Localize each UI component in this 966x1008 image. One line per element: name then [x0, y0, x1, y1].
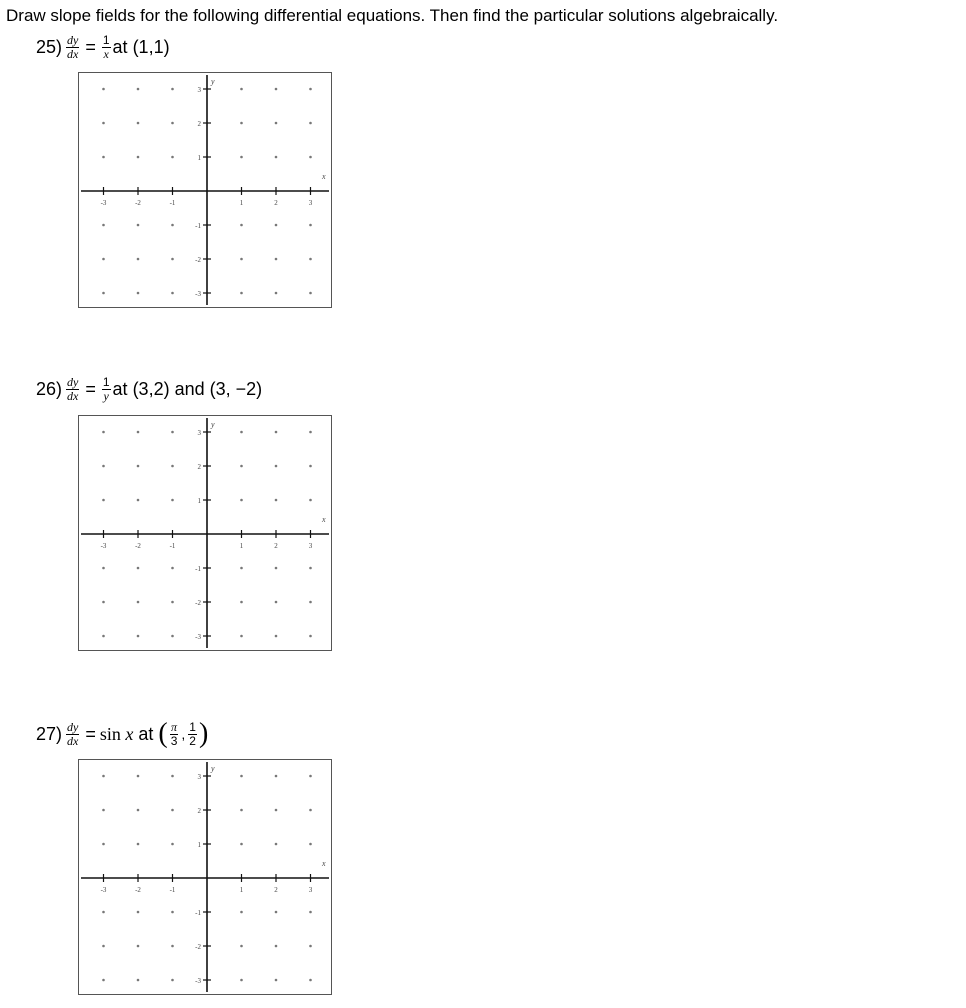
y-tick-label: -2 — [195, 256, 201, 264]
problem-27-equation: 27) $\frac{dy}{dx}$ = sin x at ( $\frac{\pi}{3}$ , $\frac{1}{2}$ ) — [36, 718, 209, 749]
lattice-dot — [240, 945, 243, 948]
lattice-dot — [137, 809, 140, 812]
lattice-dot — [102, 809, 105, 812]
lattice-dot — [275, 258, 278, 261]
lattice-dot — [275, 567, 278, 570]
point-y-fraction: $\frac{1}{2}$ — [189, 719, 196, 748]
initial-point-2: (3, −2) — [209, 378, 263, 399]
instructions-text: Draw slope fields for the following differential equations. Then find the particular solutions algebraically. — [6, 6, 779, 25]
lattice-dot — [102, 88, 105, 91]
lattice-dot — [102, 465, 105, 468]
initial-point: (3,2) — [132, 378, 170, 399]
lattice-dot — [240, 843, 243, 846]
lattice-dot — [309, 567, 312, 570]
y-axis-label: y — [211, 764, 215, 773]
lattice-dot — [102, 567, 105, 570]
x-axis-label: x — [322, 172, 326, 181]
y-tick-label: -3 — [195, 290, 201, 298]
lattice-dot — [275, 499, 278, 502]
lattice-dot — [102, 224, 105, 227]
lattice-dot — [309, 258, 312, 261]
lattice-dot — [240, 979, 243, 982]
slope-field-grid-26 — [78, 415, 332, 651]
lattice-dot — [102, 775, 105, 778]
y-tick-label: 3 — [197, 86, 201, 94]
x-tick-label: -2 — [135, 199, 141, 207]
y-tick-label: 3 — [197, 429, 201, 437]
lattice-dot — [102, 156, 105, 159]
lattice-dot — [309, 601, 312, 604]
rhs-fraction: $\frac{1}{y}$ — [102, 374, 110, 403]
lattice-dot — [102, 945, 105, 948]
y-tick-label: -1 — [195, 909, 201, 917]
lattice-dot — [137, 499, 140, 502]
problem-number: 25) — [36, 36, 63, 57]
lattice-dot — [171, 431, 174, 434]
x-tick-label: -2 — [135, 542, 141, 550]
lattice-dot — [275, 979, 278, 982]
x-tick-label: -3 — [100, 542, 107, 550]
lattice-dot — [171, 88, 174, 91]
lattice-dot — [137, 224, 140, 227]
y-tick-label: -2 — [195, 943, 201, 951]
x-tick-label: -3 — [100, 886, 107, 894]
lattice-dot — [171, 911, 174, 914]
lattice-dot — [309, 635, 312, 638]
lattice-dot — [309, 224, 312, 227]
y-tick-label: 2 — [197, 463, 201, 471]
lattice-dot — [240, 431, 243, 434]
lattice-dot — [240, 465, 243, 468]
lattice-dot — [275, 843, 278, 846]
lattice-dot — [137, 979, 140, 982]
lattice-dot — [137, 88, 140, 91]
y-tick-label: 1 — [197, 841, 201, 849]
x-tick-label: 3 — [308, 199, 313, 207]
lattice-dot — [309, 945, 312, 948]
lattice-dot — [275, 292, 278, 295]
lattice-dot — [309, 979, 312, 982]
lattice-dot — [137, 911, 140, 914]
lattice-dot — [309, 156, 312, 159]
lattice-dot — [309, 431, 312, 434]
lattice-dot — [102, 499, 105, 502]
lattice-dot — [171, 843, 174, 846]
x-tick-label: 1 — [239, 199, 244, 207]
lattice-dot — [137, 843, 140, 846]
lattice-dot — [137, 292, 140, 295]
lattice-dot — [309, 499, 312, 502]
y-tick-label: 2 — [197, 120, 201, 128]
lattice-dot — [275, 775, 278, 778]
lattice-dot — [240, 911, 243, 914]
lattice-dot — [309, 911, 312, 914]
lattice-dot — [137, 122, 140, 125]
lattice-dot — [240, 635, 243, 638]
lattice-dot — [309, 775, 312, 778]
y-tick-label: -3 — [195, 633, 201, 641]
x-tick-label: 2 — [274, 542, 278, 550]
y-tick-label: 1 — [197, 154, 201, 162]
lattice-dot — [171, 635, 174, 638]
lattice-dot — [171, 224, 174, 227]
x-axis-label: x — [322, 859, 326, 868]
lattice-dot — [171, 979, 174, 982]
lattice-dot — [240, 601, 243, 604]
lattice-dot — [309, 465, 312, 468]
lattice-dot — [309, 122, 312, 125]
lattice-dot — [275, 431, 278, 434]
lattice-dot — [102, 292, 105, 295]
lattice-dot — [171, 601, 174, 604]
slope-field-grid-25 — [78, 72, 332, 308]
lattice-dot — [102, 911, 105, 914]
lattice-dot — [137, 775, 140, 778]
y-tick-label: -3 — [195, 977, 201, 985]
lattice-dot — [171, 465, 174, 468]
lattice-dot — [171, 567, 174, 570]
lattice-dot — [240, 122, 243, 125]
lattice-dot — [171, 809, 174, 812]
lattice-dot — [309, 88, 312, 91]
lattice-dot — [137, 601, 140, 604]
y-tick-label: 2 — [197, 807, 201, 815]
x-tick-label: 2 — [274, 199, 278, 207]
lattice-dot — [171, 258, 174, 261]
lattice-dot — [102, 122, 105, 125]
problem-25-equation: 25) $\frac{dy}{dx}$ = $\frac{1}{x}$ at (1,1) — [36, 32, 170, 61]
y-tick-label: -2 — [195, 599, 201, 607]
y-axis-label: y — [211, 420, 215, 429]
lattice-dot — [171, 499, 174, 502]
derivative-fraction: $\frac{dy}{dx}$ — [67, 719, 79, 748]
lattice-dot — [171, 775, 174, 778]
lattice-dot — [275, 465, 278, 468]
lattice-dot — [275, 122, 278, 125]
lattice-dot — [240, 499, 243, 502]
lattice-dot — [240, 88, 243, 91]
lattice-dot — [240, 258, 243, 261]
lattice-dot — [137, 635, 140, 638]
x-tick-label: -3 — [100, 199, 107, 207]
lattice-dot — [137, 945, 140, 948]
lattice-dot — [102, 601, 105, 604]
y-tick-label: 1 — [197, 497, 201, 505]
rhs-function: sin x — [99, 723, 134, 744]
lattice-dot — [137, 156, 140, 159]
lattice-dot — [240, 292, 243, 295]
lattice-dot — [137, 567, 140, 570]
x-tick-label: -1 — [169, 199, 176, 207]
lattice-dot — [137, 465, 140, 468]
x-axis-label: x — [322, 515, 326, 524]
x-tick-label: 3 — [308, 542, 313, 550]
x-tick-label: 1 — [239, 542, 244, 550]
lattice-dot — [275, 156, 278, 159]
lattice-dot — [102, 431, 105, 434]
x-tick-label: -1 — [169, 542, 176, 550]
x-tick-label: -2 — [135, 886, 141, 894]
lattice-dot — [309, 843, 312, 846]
lattice-dot — [240, 567, 243, 570]
lattice-dot — [275, 88, 278, 91]
initial-point: (1,1) — [132, 36, 170, 57]
lattice-dot — [137, 431, 140, 434]
x-tick-label: 1 — [239, 886, 244, 894]
derivative-fraction: $\frac{dy}{dx}$ — [67, 32, 79, 61]
lattice-dot — [102, 979, 105, 982]
lattice-dot — [275, 224, 278, 227]
derivative-fraction: $\frac{dy}{dx}$ — [67, 374, 79, 403]
lattice-dot — [171, 292, 174, 295]
rhs-fraction: $\frac{1}{x}$ — [102, 32, 110, 61]
lattice-dot — [309, 809, 312, 812]
lattice-dot — [240, 156, 243, 159]
lattice-dot — [240, 809, 243, 812]
y-tick-label: 3 — [197, 773, 201, 781]
x-tick-label: -1 — [169, 886, 176, 894]
lattice-dot — [102, 843, 105, 846]
lattice-dot — [240, 224, 243, 227]
x-tick-label: 2 — [274, 886, 278, 894]
lattice-dot — [275, 809, 278, 812]
lattice-dot — [171, 122, 174, 125]
point-x-fraction: $\frac{\pi}{3}$ — [170, 719, 178, 748]
lattice-dot — [309, 292, 312, 295]
lattice-dot — [171, 156, 174, 159]
lattice-dot — [137, 258, 140, 261]
lattice-dot — [102, 258, 105, 261]
y-axis-label: y — [211, 77, 215, 86]
lattice-dot — [102, 635, 105, 638]
lattice-dot — [240, 775, 243, 778]
lattice-dot — [171, 945, 174, 948]
y-tick-label: -1 — [195, 565, 201, 573]
y-tick-label: -1 — [195, 222, 201, 230]
x-tick-label: 3 — [308, 886, 313, 894]
lattice-dot — [275, 635, 278, 638]
problem-26-equation: 26) $\frac{dy}{dx}$ = $\frac{1}{y}$ at (3,2) and (3, −2) — [36, 374, 263, 403]
lattice-dot — [275, 945, 278, 948]
slope-field-grid-27 — [78, 759, 332, 995]
lattice-dot — [275, 911, 278, 914]
lattice-dot — [275, 601, 278, 604]
